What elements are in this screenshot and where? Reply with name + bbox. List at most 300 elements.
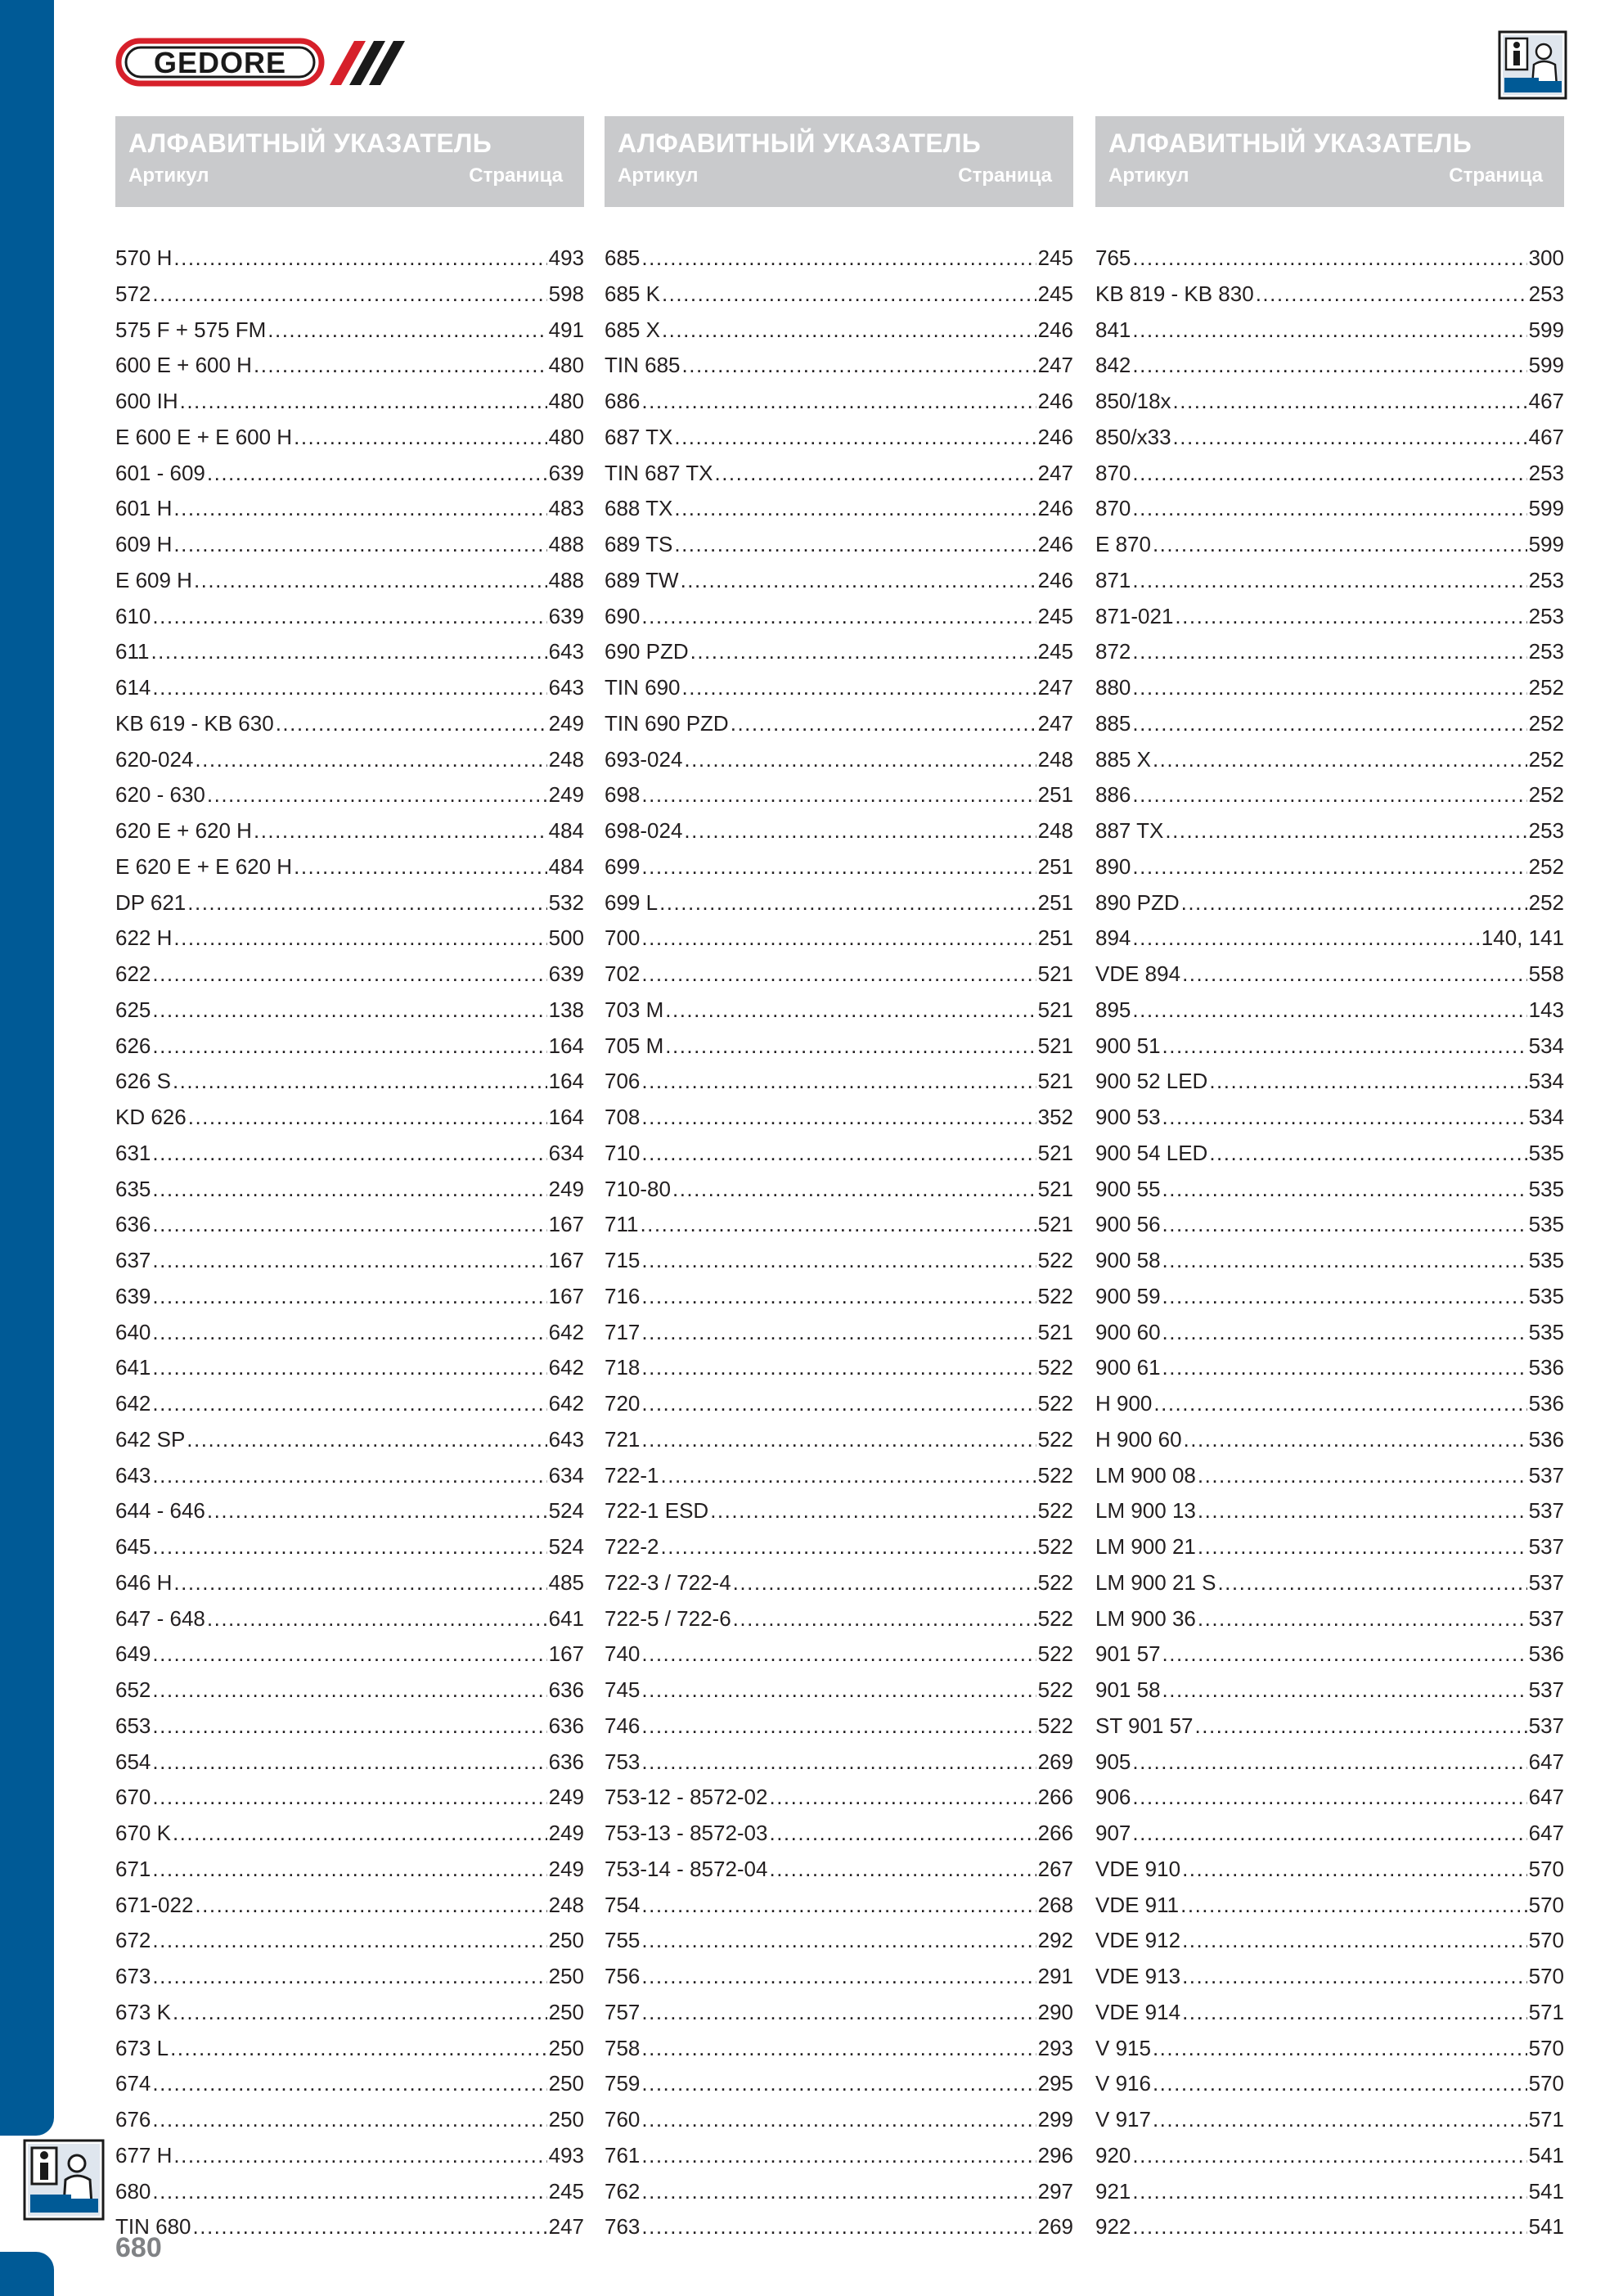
dot-leader (714, 456, 1036, 492)
page-reference: 250 (548, 1999, 584, 2024)
dot-leader (674, 491, 1036, 527)
index-entry (605, 1493, 1073, 1529)
index-entry (1095, 1529, 1564, 1565)
page-reference: 537 (1528, 1713, 1564, 1738)
page-reference: 643 (548, 1426, 584, 1452)
article-number: 643 (115, 1462, 151, 1488)
article-number: 900 60 (1095, 1319, 1161, 1344)
dot-leader (1162, 1636, 1527, 1672)
article-header: Артикул (1108, 164, 1189, 187)
page-reference: 536 (1528, 1641, 1564, 1667)
dot-leader (254, 348, 547, 384)
entry-list (605, 241, 1073, 2245)
page-reference: 268 (1037, 1892, 1073, 1917)
index-entry (605, 1386, 1073, 1422)
article-number: VDE 910 (1095, 1856, 1181, 1881)
index-entry (605, 957, 1073, 993)
article-number: 717 (605, 1319, 641, 1344)
dot-leader (641, 1279, 1036, 1315)
dot-leader (1132, 241, 1526, 277)
dot-leader (1162, 1279, 1527, 1315)
page-reference: 245 (1037, 639, 1073, 664)
dot-leader (1132, 2209, 1526, 2245)
article-number: 753-13 - 8572-03 (605, 1821, 768, 1845)
index-entry (605, 742, 1073, 778)
article-number: TIN 690 PZD (605, 710, 729, 736)
article-number: 753 (605, 1749, 641, 1774)
index-entry (115, 1422, 584, 1458)
index-entry (1095, 1493, 1564, 1529)
page-reference: 521 (1037, 1069, 1073, 1094)
article-number: 718 (605, 1355, 641, 1380)
page-reference: 521 (1037, 1319, 1073, 1344)
article-number: 622 H (115, 925, 173, 951)
dot-leader (1132, 777, 1526, 813)
index-entry (1095, 2102, 1564, 2138)
article-number: 685 (605, 245, 641, 270)
page-reference: 634 (548, 1140, 584, 1165)
dot-leader (173, 921, 546, 957)
index-entry (115, 2031, 584, 2067)
index-entry (605, 849, 1073, 885)
article-number: 693-024 (605, 746, 683, 772)
article-number: TIN 680 (115, 2214, 191, 2240)
index-entry (115, 1888, 584, 1924)
page-reference: 541 (1528, 2142, 1564, 2168)
page-reference: 522 (1037, 1569, 1073, 1595)
dot-leader (294, 849, 547, 885)
page-reference: 558 (1528, 961, 1564, 986)
article-number: 722-2 (605, 1534, 659, 1559)
article-number: 850/x33 (1095, 424, 1171, 449)
index-entry (605, 1243, 1073, 1279)
index-entry (605, 1279, 1073, 1315)
dot-leader (1153, 2066, 1527, 2102)
page-reference: 253 (1528, 460, 1564, 485)
article-number: 698 (605, 782, 641, 808)
article-number: 708 (605, 1105, 641, 1129)
dot-leader (152, 1708, 546, 1745)
dot-leader (641, 241, 1036, 277)
article-number: 710 (605, 1140, 641, 1165)
dot-leader (1132, 670, 1526, 706)
index-entry (605, 813, 1073, 849)
dot-leader (152, 993, 546, 1029)
page-reference: 266 (1037, 1821, 1073, 1845)
article-number: 746 (605, 1713, 641, 1738)
index-entry (1095, 420, 1564, 456)
article-number: 626 (115, 1033, 151, 1058)
index-entry (605, 670, 1073, 706)
page-reference: 251 (1037, 853, 1073, 879)
dot-leader (641, 2066, 1036, 2102)
article-number: VDE 911 (1095, 1892, 1180, 1917)
dot-leader (152, 1136, 546, 1172)
article-number: 887 TX (1095, 818, 1164, 843)
article-number: 699 (605, 853, 641, 879)
article-number: 671 (115, 1856, 151, 1881)
page-reference: 480 (548, 424, 584, 449)
index-entry (115, 1708, 584, 1745)
dot-leader (152, 1636, 546, 1672)
article-number: 685 X (605, 317, 660, 342)
dot-leader (1181, 885, 1527, 921)
article-number: 673 L (115, 2035, 169, 2060)
index-entry (1095, 1064, 1564, 1100)
page-header: Страница (469, 164, 563, 187)
dot-leader (1173, 384, 1527, 420)
page-reference: 246 (1037, 532, 1073, 556)
article-number: 609 H (115, 532, 173, 556)
page-reference: 251 (1037, 889, 1073, 915)
page-reference: 521 (1037, 1033, 1073, 1058)
index-entry (115, 1816, 584, 1852)
article-number: VDE 912 (1095, 1928, 1181, 1953)
page-reference: 252 (1528, 889, 1564, 915)
index-entry (1095, 1816, 1564, 1852)
page-reference: 641 (548, 1605, 584, 1631)
dot-leader (682, 348, 1036, 384)
page-reference: 248 (548, 746, 584, 772)
dot-leader (641, 599, 1036, 635)
dot-leader (641, 2031, 1036, 2067)
page-reference: 252 (1528, 746, 1564, 772)
article-number: 760 (605, 2107, 641, 2132)
page-reference: 522 (1037, 1248, 1073, 1272)
page-reference: 643 (548, 675, 584, 700)
index-entry (605, 1172, 1073, 1208)
dot-leader (690, 634, 1036, 670)
dot-leader (1198, 1601, 1527, 1637)
article-number: 652 (115, 1677, 151, 1702)
index-entry (605, 1708, 1073, 1745)
index-entry (605, 993, 1073, 1029)
article-header: Артикул (128, 164, 209, 187)
page-reference: 246 (1037, 496, 1073, 521)
dot-leader (207, 456, 547, 492)
article-number: 761 (605, 2142, 641, 2168)
article-number: 620-024 (115, 746, 194, 772)
page-reference: 522 (1037, 1534, 1073, 1559)
dot-leader (641, 1243, 1036, 1279)
article-number: 905 (1095, 1749, 1131, 1774)
info-icon (23, 2139, 105, 2221)
index-entry (1095, 993, 1564, 1029)
page-reference: 296 (1037, 2142, 1073, 2168)
dot-leader (1198, 1458, 1527, 1494)
article-number: E 620 E + E 620 H (115, 853, 293, 879)
dot-leader (152, 1315, 546, 1351)
dot-leader (152, 1780, 546, 1816)
dot-leader (195, 742, 546, 778)
index-entry (1095, 1458, 1564, 1494)
article-number: 647 - 648 (115, 1605, 205, 1631)
dot-leader (1153, 527, 1527, 563)
article-number: 871-021 (1095, 603, 1174, 628)
dot-leader (662, 277, 1036, 313)
page-reference: 167 (548, 1641, 584, 1667)
dot-leader (187, 1422, 546, 1458)
index-entry (115, 2102, 584, 2138)
article-number: E 870 (1095, 532, 1151, 556)
page-reference: 252 (1528, 782, 1564, 808)
index-entry (1095, 2174, 1564, 2210)
page-reference: 295 (1037, 2071, 1073, 2096)
article-number: 721 (605, 1426, 641, 1452)
page-reference: 167 (548, 1283, 584, 1308)
page-reference: 537 (1528, 1569, 1564, 1595)
page-reference: 570 (1528, 1856, 1564, 1881)
page-reference: 647 (1528, 1749, 1564, 1774)
index-entry (605, 2102, 1073, 2138)
index-entry (605, 313, 1073, 349)
index-entry (1095, 1207, 1564, 1243)
page-reference: 253 (1528, 818, 1564, 843)
page-reference: 248 (1037, 746, 1073, 772)
index-entry (1095, 2138, 1564, 2174)
page-reference: 167 (548, 1212, 584, 1237)
index-entry (115, 1136, 584, 1172)
article-number: 753-14 - 8572-04 (605, 1856, 768, 1881)
dot-leader (641, 957, 1036, 993)
page-reference: 290 (1037, 1999, 1073, 2024)
dot-leader (152, 957, 546, 993)
index-entry (1095, 1888, 1564, 1924)
page-reference: 522 (1037, 1283, 1073, 1308)
index-entry (605, 1029, 1073, 1065)
page-reference: 480 (548, 353, 584, 378)
dot-leader (665, 1029, 1036, 1065)
article-number: 901 58 (1095, 1677, 1161, 1702)
dot-leader (1132, 2138, 1526, 2174)
page-reference: 524 (548, 1498, 584, 1524)
page-reference: 253 (1528, 567, 1564, 592)
index-entry (1095, 348, 1564, 384)
index-entry (1095, 1386, 1564, 1422)
page-reference: 535 (1528, 1283, 1564, 1308)
column-header (1095, 116, 1564, 207)
dot-leader (268, 313, 546, 349)
page-reference: 247 (548, 2214, 584, 2240)
index-entry (1095, 1350, 1564, 1386)
index-column (115, 116, 584, 2245)
index-entry (1095, 849, 1564, 885)
dot-leader (1209, 1064, 1526, 1100)
dot-leader (152, 1923, 546, 1959)
index-entry (115, 885, 584, 921)
article-number: 686 (605, 389, 641, 413)
article-number: 703 M (605, 997, 664, 1022)
dot-leader (641, 2102, 1036, 2138)
dot-leader (641, 384, 1036, 420)
dot-leader (195, 1888, 546, 1924)
page-reference: 269 (1037, 2214, 1073, 2240)
page-reference: 253 (1528, 603, 1564, 628)
page-reference: 647 (1528, 1785, 1564, 1810)
article-number: 600 IH (115, 389, 178, 413)
dot-leader (1173, 420, 1527, 456)
article-number: 642 SP (115, 1426, 186, 1452)
dot-leader (276, 706, 547, 742)
page-reference: 534 (1528, 1105, 1564, 1129)
article-number: 871 (1095, 567, 1131, 592)
index-entry (1095, 1136, 1564, 1172)
article-number: 870 (1095, 460, 1131, 485)
dot-leader (151, 634, 546, 670)
index-entry (605, 1529, 1073, 1565)
entry-list (115, 241, 584, 2245)
dot-leader (710, 1493, 1036, 1529)
page-reference: 291 (1037, 1964, 1073, 1988)
article-number: TIN 687 TX (605, 460, 713, 485)
dot-leader (152, 1172, 546, 1208)
page-reference: 252 (1528, 853, 1564, 879)
page-reference: 245 (1037, 245, 1073, 270)
page-reference: 521 (1037, 961, 1073, 986)
article-number: 907 (1095, 1821, 1131, 1845)
index-entry (1095, 1029, 1564, 1065)
page-reference: 467 (1528, 389, 1564, 413)
dot-leader (173, 491, 546, 527)
dot-leader (641, 1350, 1036, 1386)
dot-leader (641, 1136, 1036, 1172)
article-number: 716 (605, 1283, 641, 1308)
article-number: 676 (115, 2107, 151, 2132)
index-entry (115, 1745, 584, 1781)
article-number: 636 (115, 1212, 151, 1237)
article-number: 755 (605, 1928, 641, 1953)
article-number: 654 (115, 1749, 151, 1774)
article-number: 611 (115, 639, 150, 664)
page-reference: 642 (548, 1319, 584, 1344)
article-number: 610 (115, 603, 151, 628)
page-reference: 521 (1037, 997, 1073, 1022)
dot-leader (1153, 742, 1527, 778)
index-entry (115, 1386, 584, 1422)
article-number: 900 61 (1095, 1355, 1161, 1380)
page-reference: 639 (548, 961, 584, 986)
article-number: 690 PZD (605, 639, 689, 664)
index-entry (1095, 1636, 1564, 1672)
index-entry (605, 1136, 1073, 1172)
page-reference: 535 (1528, 1140, 1564, 1165)
column-title: АЛФАВИТНЫЙ УКАЗАТЕЛЬ (1108, 128, 1472, 158)
index-entry (115, 706, 584, 742)
dot-leader (672, 1172, 1036, 1208)
article-number: TIN 690 (605, 675, 681, 700)
dot-leader (641, 1888, 1036, 1924)
dot-leader (152, 670, 546, 706)
dot-leader (641, 1745, 1036, 1781)
dot-leader (152, 1350, 546, 1386)
dot-leader (1132, 348, 1526, 384)
page-reference: 522 (1037, 1641, 1073, 1667)
page-reference: 536 (1528, 1355, 1564, 1380)
dot-leader (254, 813, 547, 849)
page-reference: 297 (1037, 2178, 1073, 2204)
article-number: V 915 (1095, 2035, 1151, 2060)
page-reference: 493 (548, 2142, 584, 2168)
index-entry (115, 777, 584, 813)
page-reference: 534 (1528, 1033, 1564, 1058)
dot-leader (193, 2209, 547, 2245)
index-entry (1095, 2209, 1564, 2245)
dot-leader (641, 1636, 1036, 1672)
page-reference: 164 (548, 1105, 584, 1129)
index-entry (605, 1959, 1073, 1995)
index-entry (115, 670, 584, 706)
page-reference: 634 (548, 1462, 584, 1488)
article-number: 700 (605, 925, 641, 951)
index-entry (115, 599, 584, 635)
dot-leader (640, 1207, 1036, 1243)
page-reference: 249 (548, 782, 584, 808)
page-reference: 536 (1528, 1391, 1564, 1416)
index-entry (115, 849, 584, 885)
dot-leader (641, 2138, 1036, 2174)
index-entry (1095, 2066, 1564, 2102)
article-number: 715 (605, 1248, 641, 1272)
page-reference: 599 (1528, 532, 1564, 556)
dot-leader (733, 1601, 1036, 1637)
dot-leader (152, 1745, 546, 1781)
index-entry (115, 1279, 584, 1315)
index-entry (1095, 706, 1564, 742)
article-number: VDE 914 (1095, 1999, 1181, 2024)
page-reference: 636 (548, 1713, 584, 1738)
index-entry (115, 1995, 584, 2031)
dot-leader (152, 1672, 546, 1708)
side-bar (0, 0, 54, 2136)
article-number: 900 58 (1095, 1248, 1161, 1272)
dot-leader (152, 1279, 546, 1315)
index-entry (115, 2174, 584, 2210)
index-entry (1095, 957, 1564, 993)
index-entry (115, 742, 584, 778)
article-number: 850/18x (1095, 389, 1171, 413)
page-reference: 532 (548, 889, 584, 915)
page-reference: 537 (1528, 1498, 1564, 1524)
index-entry (1095, 777, 1564, 813)
index-entry (605, 2209, 1073, 2245)
index-entry (1095, 384, 1564, 420)
index-entry (1095, 1923, 1564, 1959)
page-reference: 521 (1037, 1176, 1073, 1201)
article-number: 635 (115, 1176, 151, 1201)
index-entry (1095, 1601, 1564, 1637)
dot-leader (665, 993, 1036, 1029)
dot-leader (1132, 313, 1526, 349)
page-reference: 599 (1528, 496, 1564, 521)
index-entry (605, 1636, 1073, 1672)
page-reference: 570 (1528, 2071, 1564, 2096)
dot-leader (173, 527, 546, 563)
article-number: 920 (1095, 2142, 1131, 2168)
dot-leader (1162, 1172, 1527, 1208)
page-reference: 522 (1037, 1713, 1073, 1738)
dot-leader (1182, 957, 1527, 993)
article-number: ST 901 57 (1095, 1713, 1194, 1738)
index-entry (115, 921, 584, 957)
entry-list (1095, 241, 1564, 2245)
index-entry (115, 420, 584, 456)
index-entry (1095, 1315, 1564, 1351)
dot-leader (1162, 1207, 1527, 1243)
dot-leader (152, 1458, 546, 1494)
dot-leader (1198, 1493, 1527, 1529)
index-entry (605, 1601, 1073, 1637)
page-reference: 537 (1528, 1462, 1564, 1488)
